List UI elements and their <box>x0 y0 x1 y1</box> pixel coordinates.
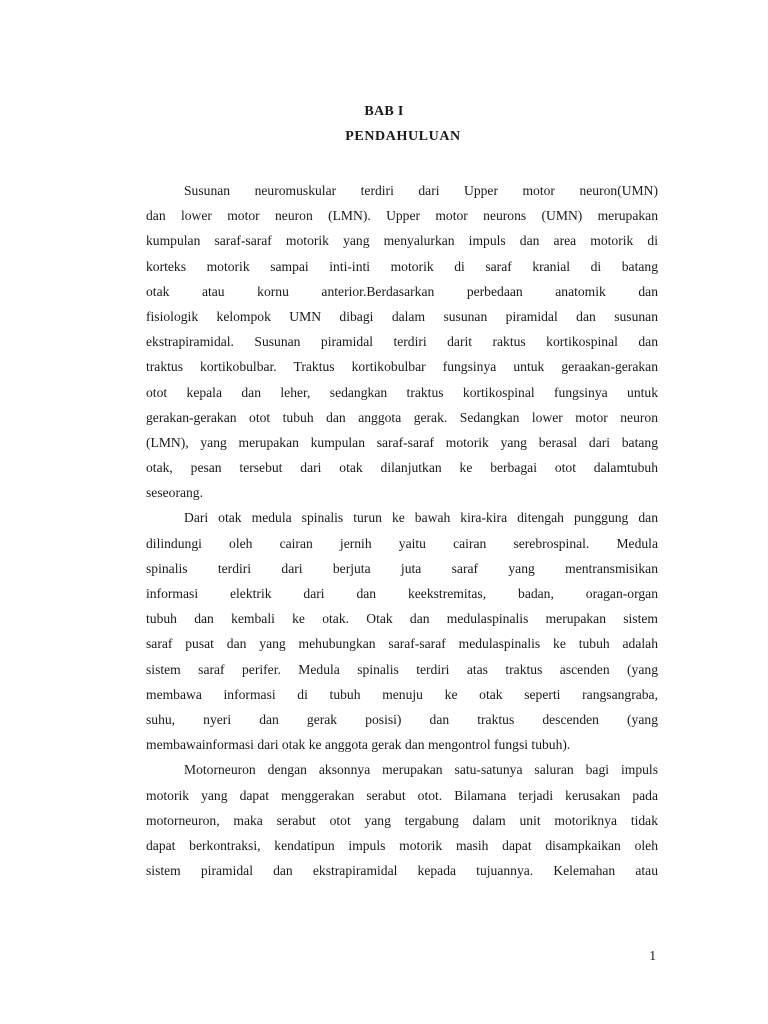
paragraph-2 <box>146 505 658 757</box>
paragraph-line: spinalis terdiri dari berjuta juta saraf yang mentransmisikan <box>146 560 658 576</box>
paragraph-line: otak atau kornu anterior.Berdasarkan perbedaan anatomik dan <box>146 283 658 299</box>
paragraph-1 <box>146 178 658 505</box>
paragraph-line: saraf pusat dan yang mehubungkan saraf-saraf medulaspinalis ke tubuh adalah <box>146 636 658 652</box>
paragraph-line: tubuh dan kembali ke otak. Otak dan medulaspinalis merupakan sistem <box>146 611 658 627</box>
paragraph-line: dapat berkontraksi, kendatipun impuls motorik masih dapat disampkaikan oleh <box>146 837 658 853</box>
paragraph-line: kumpulan saraf-saraf motorik yang menyalurkan impuls dan area motorik di <box>146 233 658 249</box>
paragraph-line: traktus kortikobulbar. Traktus kortikobulbar fungsinya untuk geraakan-gerakan <box>146 359 658 375</box>
paragraph-line: gerakan-gerakan otot tubuh dan anggota gerak. Sedangkan lower motor neuron <box>146 409 658 425</box>
paragraph-line: otot kepala dan leher, sedangkan traktus kortikospinal fungsinya untuk <box>146 384 658 400</box>
chapter-label: BAB I <box>364 104 404 119</box>
paragraph-line: informasi elektrik dari dan keekstremitas, badan, oragan-organ <box>146 586 658 601</box>
paragraph-line: (LMN), yang merupakan kumpulan saraf-saraf motorik yang berasal dari batang <box>146 434 658 450</box>
body-text <box>146 178 658 883</box>
paragraph-line: Susunan neuromuskular terdiri dari Upper motor neuron(UMN) <box>184 183 658 198</box>
paragraph-line: korteks motorik sampai inti-inti motorik di saraf kranial di batang <box>146 258 658 274</box>
paragraph-line: fisiologik kelompok UMN dibagi dalam susunan piramidal dan susunan <box>146 308 658 324</box>
paragraph-line: Motorneuron dengan aksonnya merupakan satu-satunya saluran bagi impuls <box>184 762 658 778</box>
paragraph-line: suhu, nyeri dan gerak posisi) dan traktus descenden (yang <box>146 711 658 727</box>
paragraph-line: motorik yang dapat menggerakan serabut otot. Bilamana terjadi kerusakan pada <box>146 787 658 803</box>
paragraph-line: dan lower motor neuron (LMN). Upper motor neurons (UMN) merupakan <box>146 208 658 224</box>
paragraph-3 <box>146 757 658 883</box>
paragraph-line: otak, pesan tersebut dari otak dilanjutkan ke berbagai otot dalamtubuh <box>146 460 658 476</box>
paragraph-line: ekstrapiramidal. Susunan piramidal terdiri darit raktus kortikospinal dan <box>146 334 658 350</box>
paragraph-line: Dari otak medula spinalis turun ke bawah kira-kira ditengah punggung dan <box>184 510 658 526</box>
chapter-title: PENDAHULUAN <box>345 129 461 144</box>
paragraph-line: membawa informasi di tubuh menuju ke otak seperti rangsangraba, <box>146 686 658 702</box>
paragraph-line: membawainformasi dari otak ke anggota gerak dan mengontrol fungsi tubuh). <box>146 737 571 753</box>
paragraph-line: motorneuron, maka serabut otot yang tergabung dalam unit motoriknya tidak <box>146 812 658 828</box>
paragraph-line: seseorang. <box>146 485 203 501</box>
paragraph-line: sistem saraf perifer. Medula spinalis terdiri atas traktus ascenden (yang <box>146 661 658 677</box>
paragraph-line: dilindungi oleh cairan jernih yaitu cairan serebrospinal. Medula <box>146 535 658 551</box>
page-number: 1 <box>649 948 656 963</box>
paragraph-line: sistem piramidal dan ekstrapiramidal kepada tujuannya. Kelemahan atau <box>146 863 658 879</box>
